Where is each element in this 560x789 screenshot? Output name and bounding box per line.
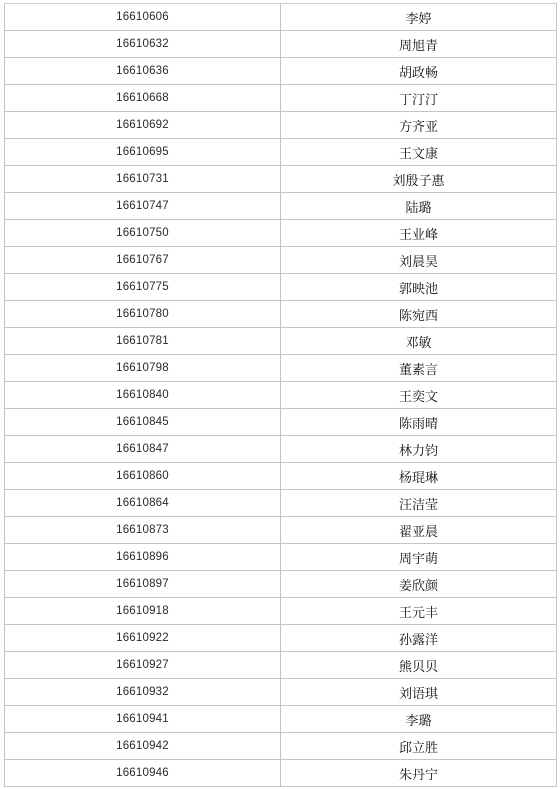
student-name-cell: 邱立胜 (281, 733, 557, 760)
student-id-cell: 16610747 (5, 193, 281, 220)
student-id-cell: 16610668 (5, 85, 281, 112)
roster-table (4, 3, 557, 787)
table-row (5, 706, 557, 733)
table-row (5, 328, 557, 355)
student-name-cell: 方齐亚 (281, 112, 557, 139)
student-id-cell: 16610847 (5, 436, 281, 463)
student-id-cell: 16610695 (5, 139, 281, 166)
student-id-cell: 16610781 (5, 328, 281, 355)
table-row (5, 517, 557, 544)
table-row (5, 544, 557, 571)
student-name-cell: 郭映池 (281, 274, 557, 301)
table-row (5, 301, 557, 328)
student-name-cell: 王业峰 (281, 220, 557, 247)
table-row (5, 166, 557, 193)
student-name-cell: 王元丰 (281, 598, 557, 625)
student-id-cell: 16610896 (5, 544, 281, 571)
student-name-cell: 王奕文 (281, 382, 557, 409)
table-row (5, 193, 557, 220)
student-name-cell: 熊贝贝 (281, 652, 557, 679)
student-id-cell: 16610946 (5, 760, 281, 787)
roster-table-body (5, 4, 557, 787)
student-name-cell: 李婷 (281, 4, 557, 31)
student-id-cell: 16610632 (5, 31, 281, 58)
student-id-cell: 16610860 (5, 463, 281, 490)
table-row (5, 571, 557, 598)
student-name-cell: 董素言 (281, 355, 557, 382)
student-name-cell: 汪洁莹 (281, 490, 557, 517)
student-id-cell: 16610918 (5, 598, 281, 625)
student-id-cell: 16610606 (5, 4, 281, 31)
student-id-cell: 16610864 (5, 490, 281, 517)
student-id-cell: 16610636 (5, 58, 281, 85)
table-row (5, 463, 557, 490)
student-name-cell: 陆璐 (281, 193, 557, 220)
student-id-cell: 16610932 (5, 679, 281, 706)
student-id-cell: 16610840 (5, 382, 281, 409)
table-row (5, 355, 557, 382)
student-id-cell: 16610750 (5, 220, 281, 247)
table-row (5, 409, 557, 436)
table-row (5, 85, 557, 112)
table-row (5, 436, 557, 463)
student-name-cell: 林力钧 (281, 436, 557, 463)
table-row (5, 31, 557, 58)
table-row (5, 625, 557, 652)
student-name-cell: 刘晨昊 (281, 247, 557, 274)
student-id-cell: 16610922 (5, 625, 281, 652)
student-name-cell: 周旭青 (281, 31, 557, 58)
student-name-cell: 陈雨晴 (281, 409, 557, 436)
table-row (5, 274, 557, 301)
table-row (5, 679, 557, 706)
student-name-cell: 孙露洋 (281, 625, 557, 652)
student-id-cell: 16610692 (5, 112, 281, 139)
table-row (5, 598, 557, 625)
student-id-cell: 16610780 (5, 301, 281, 328)
student-name-cell: 胡政畅 (281, 58, 557, 85)
student-id-cell: 16610897 (5, 571, 281, 598)
student-id-cell: 16610873 (5, 517, 281, 544)
table-row (5, 58, 557, 85)
student-name-cell: 李璐 (281, 706, 557, 733)
student-name-cell: 刘语琪 (281, 679, 557, 706)
student-id-cell: 16610798 (5, 355, 281, 382)
student-name-cell: 翟亚晨 (281, 517, 557, 544)
table-row (5, 652, 557, 679)
student-name-cell: 朱丹宁 (281, 760, 557, 787)
student-name-cell: 陈宛西 (281, 301, 557, 328)
student-id-cell: 16610731 (5, 166, 281, 193)
table-row (5, 4, 557, 31)
table-row (5, 220, 557, 247)
student-id-cell: 16610775 (5, 274, 281, 301)
table-row (5, 733, 557, 760)
student-name-cell: 周宇萌 (281, 544, 557, 571)
student-name-cell: 王文康 (281, 139, 557, 166)
table-row (5, 112, 557, 139)
student-id-cell: 16610942 (5, 733, 281, 760)
student-id-cell: 16610767 (5, 247, 281, 274)
table-row (5, 490, 557, 517)
student-name-cell: 刘殷子惠 (281, 166, 557, 193)
table-row (5, 760, 557, 787)
student-name-cell: 邓敏 (281, 328, 557, 355)
table-row (5, 139, 557, 166)
student-id-cell: 16610941 (5, 706, 281, 733)
table-row (5, 247, 557, 274)
student-name-cell: 丁汀汀 (281, 85, 557, 112)
student-id-cell: 16610845 (5, 409, 281, 436)
table-row (5, 382, 557, 409)
student-name-cell: 姜欣颜 (281, 571, 557, 598)
student-name-cell: 杨琨琳 (281, 463, 557, 490)
student-id-cell: 16610927 (5, 652, 281, 679)
